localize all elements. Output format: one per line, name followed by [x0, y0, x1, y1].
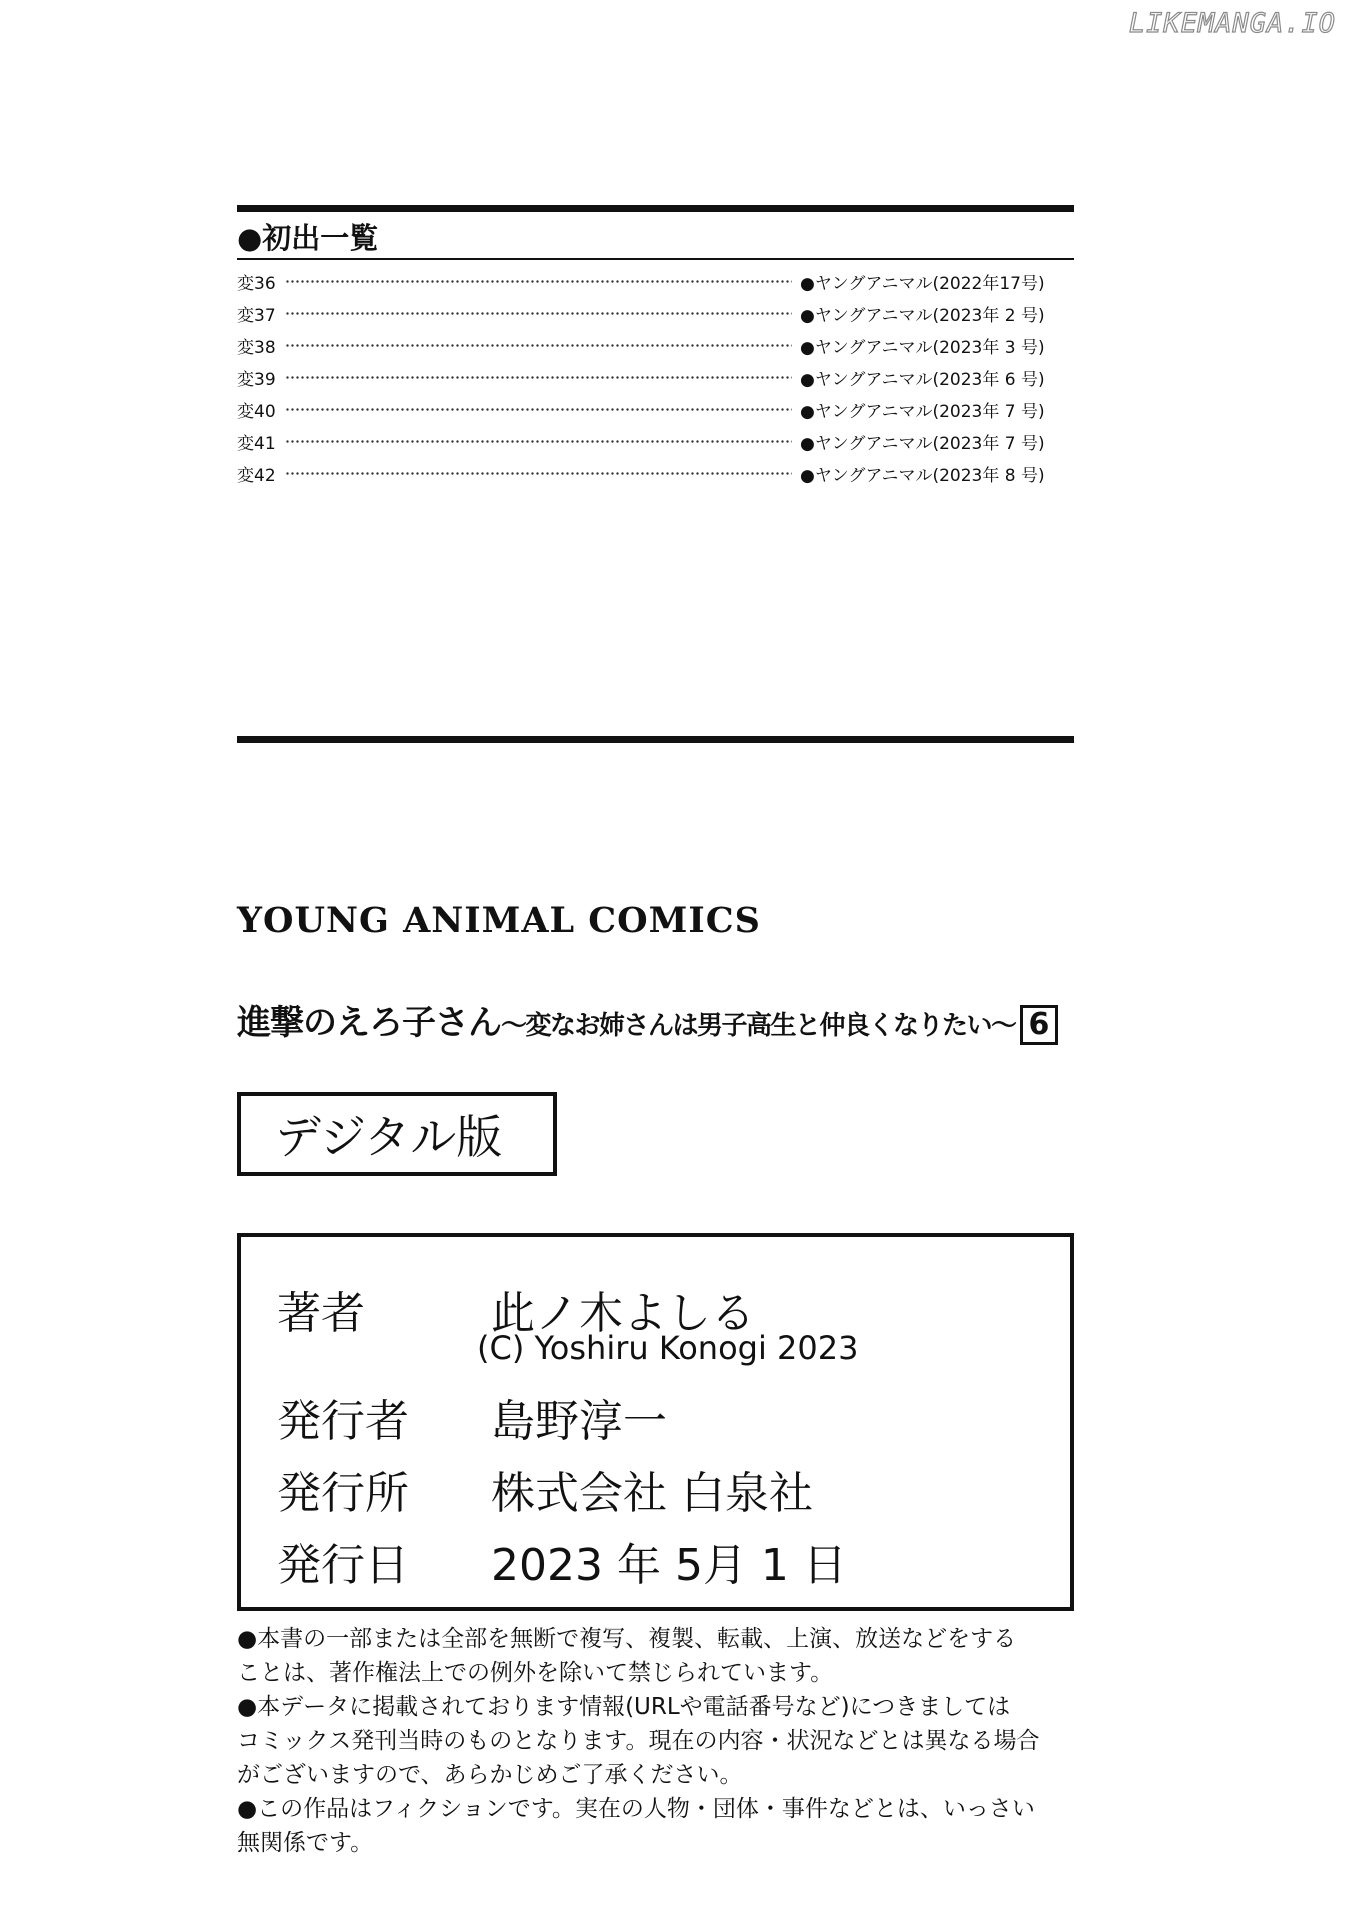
- toc-source: ●ヤングアニマル(2023年 8 号): [800, 465, 1045, 486]
- publisher-person-label: 発行者: [277, 1396, 409, 1447]
- legal-notes: [237, 1622, 1087, 1860]
- toc-chapter: 変42: [237, 465, 276, 486]
- copyright-line: (C) Yoshiru Konogi 2023: [477, 1329, 859, 1367]
- note-line: ●この作品はフィクションです。実在の人物・団体・事件などとは、いっさい: [237, 1796, 1035, 1822]
- note-line: がございますので、あらかじめご了承ください。: [237, 1762, 743, 1788]
- toc-source: ●ヤングアニマル(2023年 2 号): [800, 305, 1045, 326]
- publisher-person-name: 島野淳一: [491, 1396, 667, 1447]
- toc-chapter: 変39: [237, 369, 276, 390]
- author-label: 著者: [277, 1288, 365, 1339]
- toc-chapter: 変36: [237, 273, 276, 294]
- publisher-label: 発行所: [277, 1468, 409, 1519]
- digital-edition-label: デジタル版: [275, 1110, 503, 1164]
- note-line: 無関係です。: [237, 1830, 374, 1856]
- toc-row: [237, 297, 1070, 329]
- toc-chapter: 変38: [237, 337, 276, 358]
- book-title-main: 進撃のえろ子さん: [237, 1003, 501, 1043]
- note-line: ●本データに掲載されております情報(URLや電話番号など)につきましては: [237, 1694, 1011, 1720]
- toc-row: [237, 393, 1070, 425]
- toc-leader-dots: [285, 408, 792, 411]
- first-appearance-list: [237, 265, 1070, 489]
- toc-leader-dots: [285, 344, 792, 347]
- author-name: 此ノ木よしる: [491, 1288, 755, 1339]
- toc-leader-dots: [285, 280, 792, 283]
- watermark-text: LIKEMANGA.IO: [1128, 8, 1336, 39]
- toc-leader-dots: [285, 376, 792, 379]
- toc-leader-dots: [285, 312, 792, 315]
- middle-thick-rule: [237, 736, 1074, 743]
- credits-box: [237, 1233, 1074, 1611]
- toc-leader-dots: [285, 440, 792, 443]
- toc-row: [237, 329, 1070, 361]
- first-appearance-title: ●初出一覧: [237, 221, 379, 255]
- note-line: ●本書の一部または全部を無断で複写、複製、転載、上演、放送などをする: [237, 1626, 1017, 1652]
- volume-number: 6: [1020, 1005, 1059, 1045]
- toc-source: ●ヤングアニマル(2023年 6 号): [800, 369, 1045, 390]
- toc-row: [237, 265, 1070, 297]
- toc-row: [237, 361, 1070, 393]
- toc-leader-dots: [285, 472, 792, 475]
- toc-source: ●ヤングアニマル(2022年17号): [800, 273, 1045, 294]
- toc-source: ●ヤングアニマル(2023年 7 号): [800, 401, 1045, 422]
- top-thick-rule: [237, 205, 1074, 212]
- toc-source: ●ヤングアニマル(2023年 7 号): [800, 433, 1045, 454]
- note-line: ことは、著作権法上での例外を除いて禁じられています。: [237, 1660, 834, 1686]
- toc-chapter: 変40: [237, 401, 276, 422]
- toc-row: [237, 457, 1070, 489]
- first-appearance-rule: [237, 258, 1074, 260]
- toc-source: ●ヤングアニマル(2023年 3 号): [800, 337, 1045, 358]
- book-title-subtitle: 〜変なお姉さんは男子高生と仲良くなりたい〜: [501, 1011, 1016, 1041]
- note-line: コミックス発刊当時のものとなります。現在の内容・状況などとは異なる場合: [237, 1728, 1040, 1754]
- digital-edition-box: [237, 1092, 557, 1176]
- date-label: 発行日: [277, 1540, 409, 1591]
- toc-chapter: 変37: [237, 305, 276, 326]
- imprint-label: YOUNG ANIMAL COMICS: [237, 900, 761, 941]
- publication-date: 2023 年 5月 1 日: [491, 1540, 847, 1591]
- toc-row: [237, 425, 1070, 457]
- toc-chapter: 変41: [237, 433, 276, 454]
- publisher-name: 株式会社 白泉社: [491, 1468, 813, 1519]
- book-title: [237, 995, 1058, 1045]
